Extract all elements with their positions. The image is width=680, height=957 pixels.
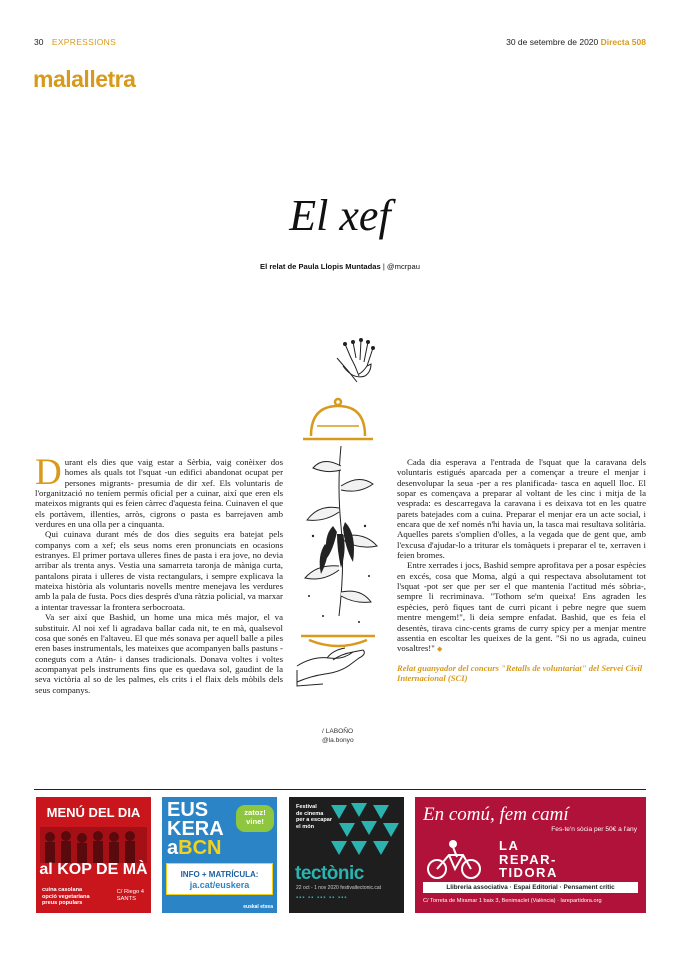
ad-la-repartidora[interactable] [415,797,646,913]
ad2-line1: EUS [167,799,209,821]
ad3-name: tectònic [295,863,364,884]
illustrator-name: / LABOÑO [322,728,354,735]
ad3-intro-line: el món [296,823,315,830]
ad1-feature: cuina casolana [42,887,83,893]
page-header-right [506,37,646,47]
ad2-line2: KERA [167,818,224,840]
illustration [293,336,383,716]
illustration-credit [322,727,354,745]
ad4-name-line: TIDORA [499,865,558,880]
section-label: EXPRESSIONS [51,37,117,47]
ad2-a: a [167,837,179,859]
people-photo-icon [40,827,147,863]
drop-cap: D [35,452,62,493]
holding-hand-icon [297,648,364,686]
illustrator-handle: @la.bonyo [322,737,354,744]
ad2-footer [166,904,273,910]
story-credit: Relat guanyador del concurs "Retalls de voluntariat" del Servei Civil Internacional (SCI) [397,663,643,684]
tectonic-shapes-icon [327,801,403,861]
issue-date: 30 de setembre de 2020 [506,37,599,47]
ad1-address [117,889,144,902]
paragraph-1 [35,452,283,530]
ad4-name [499,839,558,880]
byline [0,262,680,271]
section-title: malalletra [33,66,136,92]
byline-handle: | @mcrpau [382,262,420,271]
publication-name: Directa 508 [600,37,646,47]
page-header-left [34,37,116,47]
ad4-slogan: En comú, fem camí [423,804,569,825]
pepper-plant-icon [305,446,377,616]
ad2-headline [167,801,224,839]
cloche-icon [303,399,373,439]
ad3-intro-line: de cinema [296,810,324,817]
ad4-address: C/ Torreta de Miramar 1 baix 3, Benimaclet (València) · larepartidora.org [423,898,602,904]
ad2-info-link[interactable]: ja.cat/euskera [189,880,250,890]
ad4-membership: Fes-te'n sòcia per 50€ a l'any [551,826,637,833]
ad1-feature: opció vegetariana [42,893,90,900]
ad2-bcn [167,837,221,860]
ad1-feature: preus populars [42,900,83,907]
end-mark-icon: ◆ [437,645,443,654]
ad3-sponsor-strip: ▪▪▪ ▪▪ ▪▪▪ ▪▪ ▪▪▪ [296,895,348,901]
ad1-street: C/ Riego 4 [116,889,144,895]
ad2-badge: zatoz! vine! [236,805,274,832]
paragraph-1-text: urant els dies que vaig estar a Sèrbia, vaig conèixer dos homes als quals tot l'squat -un edifici abandonat ocupat per persones migrants- presumia de dir xef. Els voluntaris de l'organització no teníem permís oficial per a cuinar, així que eren els mateixos migrants qui es feien càrrec d'aquesta feina. Cuinaven el que els portàvem, illenties, arròs, cigrons o pasta es barrejaven amb verdures en una olla per a cinquanta. [35,457,283,530]
ad4-name-line: REPAR- [499,851,557,867]
ad3-dates: 22 oct - 1 nov 2020 festivaltectonic.cat [296,885,382,891]
paragraph-4: Cada dia esperava a l'entrada de l'squat que la caravana dels voluntaris estigués aparcada per a començar a treure el menjar i desenvolupar la seua -per a res planificada- tasca en aquell lloc. El sopar es començava a preparar al voltant de les cinc i mitja de la vesprada: es descarregava la caravana i es deixava tot en les quatre parets batejades com a cuina. Preparar el menjar era un acte social, i encara que de xef només n'hi havia un, la tasca mai resultava solitària. Aquelles parets s'omplien d'olles, a la vegada que de gent que, amb l'excusa d'ajudar-lo a triturar els tomàquets i preparar el te, xerraven i feien bromes. [397,457,646,561]
paragraph-5 [397,560,646,654]
skeleton-hand-icon [337,339,375,383]
plate-icon [301,636,375,646]
ad1-name: al KOP DE MÀ [39,861,148,878]
paragraph-2: Qui cuinava durant més de dos dies seguits era batejat pels companys com a xef; els seus noms eren pronunciats en ocasions estranyes. El primer portava ulleres fines de pasta i era jove, no devia arribar als trenta anys. Vestia una samarreta taronja de màniga curta, pantalons pirata i ulleres de vista rectangulars, i sempre explicava la mateixa història als voluntaris novells mentre menejava les verdures amb la pala de fusta. Pocs dies després d'una ràtzia policial, va marxar a intentar travessar la frontera serbocroata. [35,529,283,612]
ad2-info-box [166,863,273,895]
ad-euskera-bcn[interactable] [162,797,277,913]
article-column-1 [35,452,283,695]
ad-kop-de-ma[interactable] [36,797,151,913]
ad4-name-line: LA [499,838,520,853]
ad2-footer-logo: euskal etxea [243,904,273,910]
bicycle-rider-icon [423,837,485,881]
ad2-bcn-text: BCN [178,837,222,859]
ad-tectonic[interactable] [289,797,404,913]
ad3-intro-line: Festival [296,804,317,810]
article-column-2 [397,457,646,655]
ad4-tagline: Llibreria associativa · Espai Editorial · Pensament crític [423,882,638,893]
article-title: El xef [289,191,391,240]
paragraph-5-text: Entre xerrades i jocs, Bashid sempre aprofitava per a posar espècies en excés, cosa que Moma, algú a qui respectava absolutament tot l'squat -pot ser que per ser el que mantenia l'actitud més sòbria-, sempre li recriminava. "Tothom se'm queixa! Ens agraden les espècies, però fiques tant de curri picant i pebre negre que suem mentre mengem!", li deia sempre enfadat. Bashid, que es feia el desentès, tirava cinc-cents grams de curry spicy per a menjar mentre assentia en escoltar les queixes de la gent. "Si no us agrada, cuineu vosaltres!" [397,560,646,654]
ads-divider [34,789,646,790]
ad1-district: SANTS [116,895,136,902]
ad2-info-label: INFO + MATRÍCULA: [180,870,259,879]
ad1-title: MENÚ DEL DIA [46,805,141,820]
ad3-intro-line: per a escapar [296,817,333,824]
byline-author: El relat de Paula Llopis Muntadas [260,262,381,271]
page-number: 30 [34,37,44,47]
ad1-features [42,887,90,907]
paragraph-3: Va ser així que Bashid, un home una mica més major, el va substituir. Al noi xef li agradava ballar cada nit, te en mà, qualsevol cosa que sonés en l'altaveu. El que més sonava per aquell balle a piles eren bases instrumentals, les mateixes que acompanyen balls pastuns -coneguts com a Atán- i danses tradicionals. Donava voltes i voltes acompanyat pels instruments fins que es quedava sol, gaudint de la seva victòria al so de les palmes, els crits i el flaix dels mòbils dels seus companys. [35,612,283,695]
